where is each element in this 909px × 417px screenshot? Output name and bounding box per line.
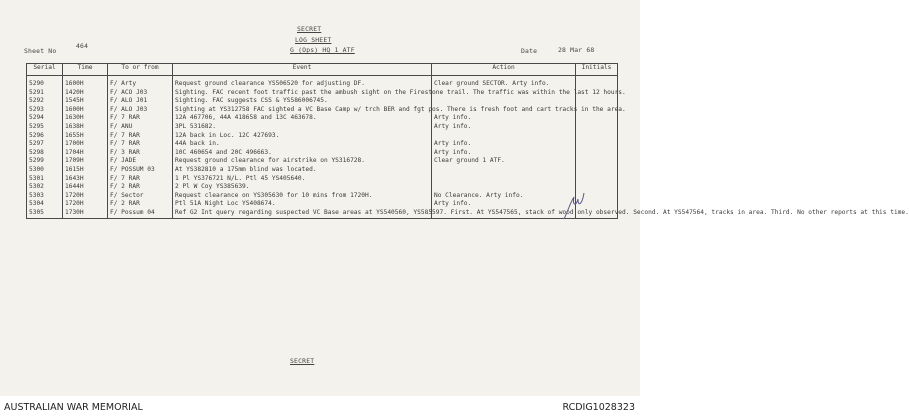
time-cell: 1600H (63, 80, 108, 89)
action-cell (432, 132, 576, 141)
unit-heading: G (Ops) HQ 1 ATF (290, 46, 355, 54)
serial-cell: 5294 (27, 114, 63, 123)
serial-cell: 5300 (27, 166, 63, 175)
table-row (27, 123, 618, 132)
table-row (27, 140, 618, 149)
to-or-from-cell: F/ JADE (108, 157, 173, 166)
event-cell: 10C 460654 and 20C 496663. (173, 149, 432, 158)
serial-cell: 5304 (27, 200, 63, 209)
to-or-from-cell: F/ ANU (108, 123, 173, 132)
time-cell: 1720H (63, 192, 108, 201)
column-header-serial: Serial (27, 64, 63, 76)
table-row (27, 132, 618, 141)
to-or-from-cell: F/ 7 RAR (108, 175, 173, 184)
serial-cell: 5290 (27, 80, 63, 89)
to-or-from-cell: F/ ALO J03 (108, 106, 173, 115)
serial-cell: 5305 (27, 209, 63, 218)
table-header-row (27, 64, 618, 76)
to-or-from-cell: F/ Arty (108, 80, 173, 89)
column-header-initials: Initials (576, 64, 618, 76)
time-cell: 1704H (63, 149, 108, 158)
event-cell: 12A 467706, 44A 418658 and 13C 463678. (173, 114, 432, 123)
to-or-from-cell: F/ 2 RAR (108, 183, 173, 192)
serial-cell: 5297 (27, 140, 63, 149)
initials-cell (576, 140, 618, 149)
serial-cell: 5303 (27, 192, 63, 201)
initials-cell (576, 149, 618, 158)
log-table-body (27, 76, 909, 219)
event-cell: Sighting. FAC suggests CSS & YS586006745. (173, 97, 432, 106)
serial-cell: 5296 (27, 132, 63, 141)
initials-cell (576, 132, 618, 141)
event-cell: Ptl 51A Night Loc YS408674. (173, 200, 432, 209)
action-cell (432, 175, 576, 184)
action-cell: Clear ground 1 ATF. (432, 157, 576, 166)
initials-cell (576, 97, 618, 106)
column-header-time: Time (63, 64, 108, 76)
event-cell: Sighting. FAC recent foot traffic past the ambush sight on the Firestone trail. The traffic was within the last 12 hours. (173, 89, 432, 98)
classification-top: SECRET (297, 25, 322, 33)
event-cell: 3PL 531682. (173, 123, 432, 132)
action-cell: Arty info. (432, 123, 576, 132)
column-header-action: Action (432, 64, 576, 76)
to-or-from-cell: F/ Sector (108, 192, 173, 201)
serial-cell: 5302 (27, 183, 63, 192)
table-row (27, 157, 618, 166)
initials-cell (576, 114, 618, 123)
initials-cell (576, 175, 618, 184)
initials-cell (576, 166, 618, 175)
column-header-event: Event (173, 64, 432, 76)
serial-cell: 5292 (27, 97, 63, 106)
event-cell: Request ground clearance for airstrike on YS316728. (173, 157, 432, 166)
classification-bottom: SECRET (290, 357, 315, 365)
action-cell (432, 97, 576, 106)
table-row (27, 209, 618, 218)
date-value: 28 Mar 68 (558, 46, 595, 54)
action-cell: Arty info. (432, 200, 576, 209)
time-cell: 1709H (63, 157, 108, 166)
time-cell: 1545H (63, 97, 108, 106)
document-reference: RCDIG1028323 (562, 402, 635, 413)
serial-cell: 5299 (27, 157, 63, 166)
archive-footer (0, 396, 640, 417)
serial-cell: 5293 (27, 106, 63, 115)
to-or-from-cell: F/ 7 RAR (108, 140, 173, 149)
to-or-from-cell: F/ ALO J01 (108, 97, 173, 106)
to-or-from-cell: F/ POSSUM 03 (108, 166, 173, 175)
event-cell: 44A back in. (173, 140, 432, 149)
time-cell: 1720H (63, 200, 108, 209)
table-row (27, 183, 618, 192)
log-table (26, 63, 909, 219)
event-cell: 12A back in Loc. 12C 427693. (173, 132, 432, 141)
to-or-from-cell: F/ 3 RAR (108, 149, 173, 158)
event-cell: Request ground clearance YS506520 for adjusting DF. (173, 80, 432, 89)
action-cell: No Clearance. Arty info. (432, 192, 576, 201)
time-cell: 1600H (63, 106, 108, 115)
to-or-from-cell: F/ Possum 04 (108, 209, 173, 218)
event-cell: At YS382810 a 175mm blind was located. (173, 166, 432, 175)
event-cell: Request clearance on YS305630 for 10 mins from 1720H. (173, 192, 432, 201)
action-cell: Arty info. (432, 140, 576, 149)
initials-cell (576, 80, 618, 89)
event-cell: Ref G2 Int query regarding suspected VC Base areas at YS540560, YS585597. First. At YS547565, stack of wood only observed. Second. At YS547564, tracks in area. Third. No other reports at this time. (173, 209, 432, 218)
handwritten-initials-mark (560, 185, 590, 225)
time-cell: 1643H (63, 175, 108, 184)
institution-name: AUSTRALIAN WAR MEMORIAL (4, 402, 143, 413)
event-cell: Sighting at YS312758 FAC sighted a VC Base Camp w/ trch BER and fgt pos. There is fresh foot and cart tracks in the area. (173, 106, 432, 115)
action-cell (432, 183, 576, 192)
initials-cell (576, 157, 618, 166)
table-row (27, 97, 618, 106)
table-row (27, 166, 618, 175)
serial-cell: 5295 (27, 123, 63, 132)
event-cell: 2 Pl W Coy YS385639. (173, 183, 432, 192)
time-cell: 1700H (63, 140, 108, 149)
sheet-number: 464 (76, 42, 89, 50)
table-row (27, 192, 618, 201)
time-cell: 1420H (63, 89, 108, 98)
action-cell: Arty info. (432, 114, 576, 123)
date-label: Date (521, 47, 538, 55)
time-cell: 1638H (63, 123, 108, 132)
event-cell: 1 Pl YS376721 N/L. Ptl 45 YS405640. (173, 175, 432, 184)
to-or-from-cell: F/ 7 RAR (108, 114, 173, 123)
table-row (27, 175, 618, 184)
serial-cell: 5298 (27, 149, 63, 158)
action-cell (432, 166, 576, 175)
action-cell: Clear ground SECTOR. Arty info. (432, 80, 576, 89)
serial-cell: 5301 (27, 175, 63, 184)
table-row (27, 114, 618, 123)
to-or-from-cell: F/ ACO J03 (108, 89, 173, 98)
table-row (27, 200, 618, 209)
table-row (27, 106, 618, 115)
time-cell: 1644H (63, 183, 108, 192)
time-cell: 1730H (63, 209, 108, 218)
time-cell: 1630H (63, 114, 108, 123)
time-cell: 1655H (63, 132, 108, 141)
action-cell: Arty info. (432, 149, 576, 158)
serial-cell: 5291 (27, 89, 63, 98)
to-or-from-cell: F/ 7 RAR (108, 132, 173, 141)
column-header-to-or-from: To or from (108, 64, 173, 76)
document-title: LOG SHEET (295, 36, 332, 44)
initials-cell (576, 123, 618, 132)
time-cell: 1615H (63, 166, 108, 175)
table-row (27, 149, 618, 158)
to-or-from-cell: F/ 2 RAR (108, 200, 173, 209)
sheet-number-label: Sheet No (24, 47, 57, 55)
table-row (27, 80, 618, 89)
table-row (27, 89, 618, 98)
